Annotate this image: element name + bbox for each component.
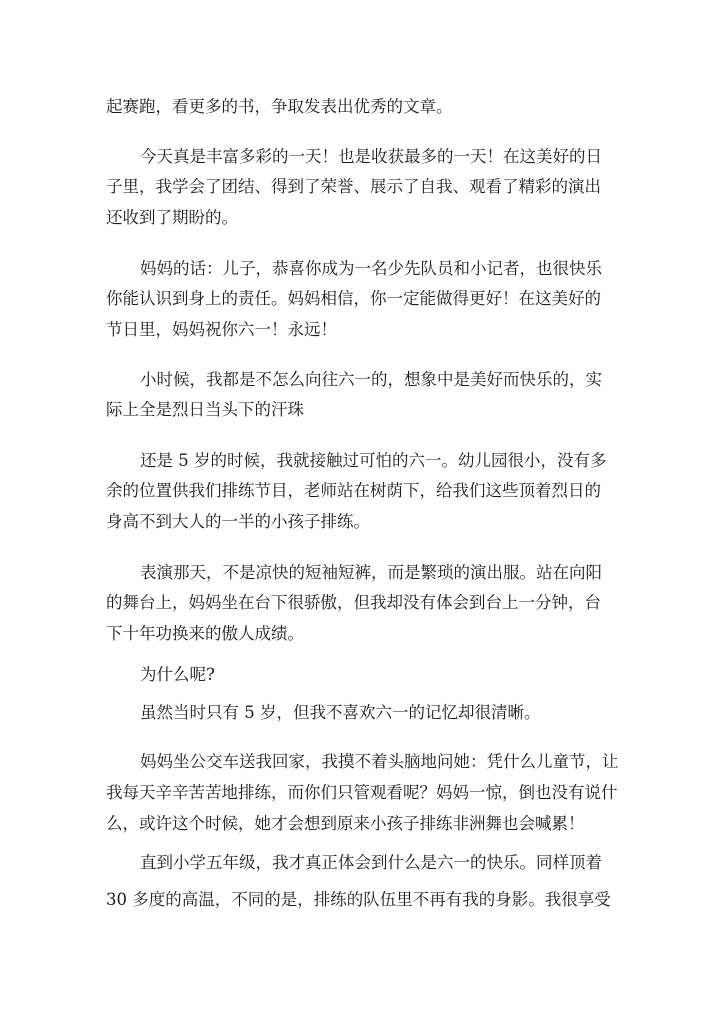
text-line: 余的位置供我们排练节目，老师站在树荫下，给我们这些顶着烈日的 [106,481,601,500]
text-line: 际上全是烈日当头下的汗珠 [106,400,304,419]
text-line: 你能认识到身上的责任。妈妈相信，你一定能做得更好！在这美好的 [106,289,601,308]
text-line: 还收到了期盼的。 [106,208,238,227]
text-line: 我每天辛辛苦苦地排练，而你们只管观看呢？妈妈一惊，倒也没有说什 [106,783,618,802]
text-line: 下十年功换来的傲人成绩。 [106,624,304,643]
text-line: 30 多度的高温，不同的是，排练的队伍里不再有我的身影。我很享受 [106,890,611,909]
text-line: 妈妈的话：儿子，恭喜你成为一名少先队员和小记者，也很快乐 [140,259,602,278]
text-line: 身高不到大人的一半的小孩子排练。 [106,512,370,531]
text-line: 虽然当时只有 5 岁，但我不喜欢六一的记忆却很清晰。 [140,703,541,722]
text-line: 的舞台上，妈妈坐在台下很骄傲，但我却没有体会到台上一分钟，台 [106,593,601,612]
text-line: 今天真是丰富多彩的一天！也是收获最多的一天！在这美好的日 [140,147,602,166]
text-line: 节日里，妈妈祝你六一！永远！ [106,320,337,339]
text-line: 小时候，我都是不怎么向往六一的，想象中是美好而快乐的，实 [140,370,602,389]
text-line: 还是 5 岁的时候，我就接触过可怕的六一。幼儿园很小，没有多 [140,451,607,470]
text-line: 为什么呢? [140,665,215,684]
text-line: 表演那天，不是凉快的短袖短裤，而是繁琐的演出服。站在向阳 [140,563,602,582]
text-line: 子里，我学会了团结、得到了荣誉、展示了自我、观看了精彩的演出 [106,177,601,196]
text-line: 起赛跑，看更多的书，争取发表出优秀的文章。 [106,97,453,116]
text-line: 妈妈坐公交车送我回家，我摸不着头脑地问她：凭什么儿童节，让 [140,752,619,771]
text-line: 直到小学五年级，我才真正体会到什么是六一的快乐。同样顶着 [140,853,602,872]
text-line: 么，或许这个时候，她才会想到原来小孩子排练非洲舞也会喊累！ [106,814,585,833]
